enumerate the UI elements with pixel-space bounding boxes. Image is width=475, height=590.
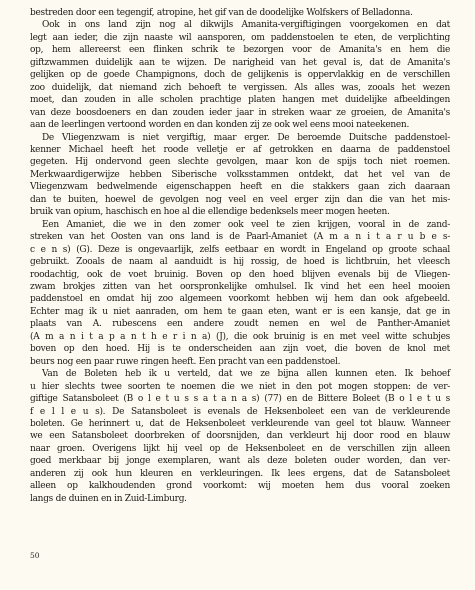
text-line: bruik van opium, haschisch en hoe al die ellendige bedenksels meer mogen heeten. [30, 207, 390, 218]
text-line: gebruikt. Zooals de naam al aanduidt is hij rossig, de hoed is lichtbruin, het vleesch [30, 257, 450, 268]
text-line: goed merkbaar bij jonge exemplaren, want als deze boleten ouder worden, dan ver- [30, 456, 450, 467]
text-line: Een Amaniet, die we in den zomer ook veel te zien krijgen, vooral in de zand- [42, 219, 450, 230]
text-line: (A m a n i t a p a n t h e r i n a) (J), die ook bruinig is en met veel witte schubjes [30, 331, 450, 342]
text-line: zoo duidelijk, dat niemand zich behoeft te vergissen. Als alles was, zooals het wezen [30, 82, 450, 93]
text-line: paddenstoel en omdat hij zoo algemeen voorkomt hebben wij hem dan ook afgebeeld. [30, 294, 450, 305]
text-line: boleten. Ge herinnert u, dat de Heksenboleet verkleurende van geel tot blauw. Wanneer [30, 418, 450, 429]
text-line: gegeten. Hij ondervond geen slechte gevolgen, maar kon de spijs toch niet roemen. [30, 157, 450, 168]
text-line: van deze boosdoeners en dan zouden ieder jaar in streken waar ze groeien, de Amanita's [30, 107, 450, 118]
text-line: beurs nog een paar ruwe ringen heeft. Een pracht van een paddenstoel. [30, 356, 341, 367]
text-line: Vliegenzwam bedwelmende eigenschappen heeft en die stakkers gaan zich daaraan [30, 182, 450, 193]
text-line: Van de Boleten heb ik u verteld, dat we ze bijna allen kunnen eten. Ik behoef [42, 369, 450, 380]
text-line: giftzwammen duidelijk aan te wijzen. De narigheid van het geval is, dat de Amanita's [30, 57, 450, 68]
text-line: dan te buiten, hoewel de gevolgen nog veel en veel erger zijn dan die van het mis- [30, 194, 450, 205]
text-line: f e l l e u s). De Satansboleet is evenals de Heksenboleet een van de verkleurende [30, 406, 450, 417]
body-text [30, 7, 450, 505]
text-line: Ook in ons land zijn nog al dikwijls Amanita-vergiftigingen voorgekomen en dat [42, 20, 450, 31]
text-line: legt aan ieder, die zijn naaste wil aansporen, om paddenstoelen te eten, de verplichting [30, 32, 450, 43]
text-line: boven op den hoed. Hij is te onderscheiden aan zijn voet, die boven de knol met [30, 344, 450, 355]
text-line: De Vliegenzwam is niet vergiftig, maar erger. De beroemde Duitsche paddenstoel- [42, 132, 450, 143]
text-line: u hier slechts twee soorten te noemen die we niet in den pot mogen stoppen: de ver- [30, 381, 450, 392]
text-line: streken van het Oosten van ons land is de Paarl-Amaniet (A m a n i t a r u b e s- [30, 232, 450, 243]
text-line: giftige Satansboleet (B o l e t u s s a t a n a s) (77) en de Bittere Boleet (B o l e t u s [30, 394, 450, 405]
text-line: naar groen. Overigens lijkt hij veel op de Heksenboleet en de verschillen zijn alleen [30, 443, 450, 454]
text-line: plaats van A. rubescens een andere zoudt nemen en wel de Panther-Amaniet [30, 319, 450, 330]
text-line: aan de leerlingen vertoond worden en dan konden zij ze ook wel eens mooi nateekenen. [30, 120, 410, 131]
text-line: langs de duinen en in Zuid-Limburg. [30, 493, 187, 504]
text-line: zwam brokjes zitten van het oorspronkelijke omhulsel. Ik vind het een heel mooien [30, 281, 450, 292]
text-line: alleen op kalkhoudenden grond voorkomt: wij moeten hem dus vooral zoeken [30, 481, 450, 492]
text-line: anderen zij ook hun kleuren en verkleuringen. Ik lees ergens, dat de Satansboleet [30, 468, 450, 479]
text-line: roodachtig, ook de voet bruinig. Boven op den hoed blijven evenals bij de Vliegen- [30, 269, 450, 280]
text-line: bestreden door een tegengif, atropine, het gif van de doodelijke Wolfskers of Belladonna. [30, 8, 413, 18]
text-line: c e n s) (G). Deze is ongevaarlijk, zelfs eetbaar en wordt in Engeland op groote schaal [30, 244, 450, 255]
text-line: kenner Michael heeft het roode velletje er af getrokken en daarna de paddenstoel [30, 144, 450, 155]
text-line: gelijken op de goede Champignons, doch de gelijkenis is oppervlakkig en de verschillen [30, 70, 450, 81]
text-line: we een Satansboleet doorbreken of doorsnijden, dan verkleurt hij door rood en blauw [30, 431, 450, 442]
text-line: Merkwaardigerwijze hebben Siberische volksstammen ontdekt, dat het vel van de [30, 169, 450, 180]
text-line: Echter mag ik u niet aanraden, om hem te gaan eten, want er is een kansje, dat ge in [30, 306, 450, 317]
text-line: op, hem allereerst een flinken schrik te bezorgen voor de Amanita's en hem die [30, 45, 450, 56]
page-number: 50 [30, 551, 40, 560]
text-line: moet, dan zouden in alle scholen prachtige platen hangen met duidelijke afbeeldingen [30, 95, 450, 106]
